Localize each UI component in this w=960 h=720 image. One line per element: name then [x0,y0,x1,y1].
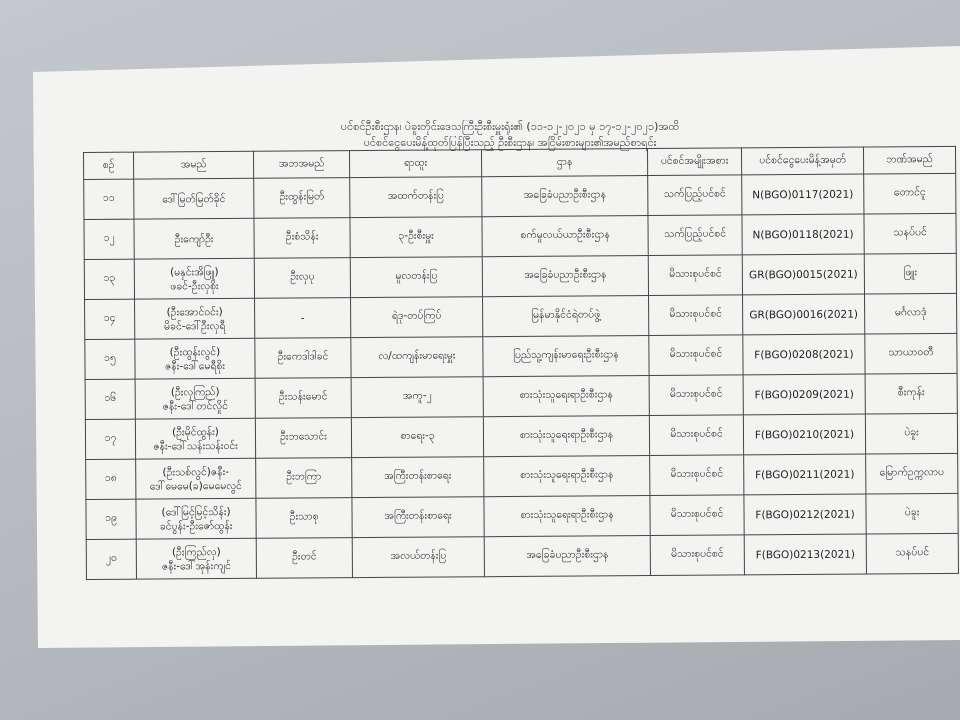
table-row [84,253,956,299]
cell-name-line: ဇနီး-ဒေါ်တင်လှိုင် [162,399,228,412]
cell-department: စားသုံးသူရေးရာဦးစီးဌာန [484,496,650,537]
header-pension-type: ပင်စင်အမျိုးအစား [647,148,741,176]
cell-father-name: ဦးတင် [256,538,352,579]
cell-name-line: (မနှင်းအိဖြူ) [170,265,219,278]
cell-serial: ၁၆ [85,379,135,419]
cell-rank: စာရေး-၃ [351,417,483,458]
cell-pension-type: မိသားစုပင်စင် [649,335,743,376]
table-row [85,413,957,459]
cell-department: အခြေခံပညာဦးစီးဌာန [482,256,648,297]
cell-serial: ၁၃ [84,259,134,299]
table-row [85,333,957,379]
cell-name-line: (ဦးကြည်လှ) [171,545,221,558]
cell-name-line: (ဦးမိုင်ထွန်း) [172,425,219,438]
cell-pension-order-number: N(BGO)0117(2021) [742,174,864,215]
cell-father-name: ဦးဘသောင်း [255,418,351,459]
cell-pension-order-number: GR(BGO)0016(2021) [743,294,865,335]
cell-bank-name: မြောက်ဥက္ကလာပ [866,453,958,494]
cell-name-line: ခင်ပွန်း-ဦးဇော်ထွန်း [159,519,233,532]
cell-father-name: ဦးလှပု [254,258,350,299]
cell-name [136,458,256,499]
cell-name-line: ဇနီး-ဒေါ်မေရီစိုး [164,359,226,372]
cell-pension-order-number: F(BGO)0208(2021) [743,334,865,375]
cell-name-line: (ဦးအောင်ဝင်း) [166,305,223,318]
cell-rank: အကူ-၂ [351,377,483,418]
cell-pension-order-number: F(BGO)0210(2021) [743,414,865,455]
cell-father-name: ဦးဘကြာ [256,458,352,499]
cell-pension-type: မိသားစုပင်စင် [649,375,743,416]
cell-name-line: ဖခင်-ဦးလှစိုး [170,279,219,292]
header-bank-name: ဘဏ်အမည် [863,146,955,174]
cell-pension-type: မိသားစုပင်စင် [650,455,744,496]
cell-pension-order-number: F(BGO)0209(2021) [743,374,865,415]
cell-department: စက်မှုလယ်ယာဦးစီးဌာန [482,216,648,257]
cell-department: ပြည်သူ့ကျန်းမာရေးဦးစီးဌာန [483,336,649,377]
cell-pension-order-number: F(BGO)0211(2021) [744,454,866,495]
header-department: ဌာန [481,149,647,177]
cell-rank: အထက်တန်းပြ [350,177,482,218]
cell-department: မြန်မာနိုင်ငံရဲတပ်ဖွဲ့ [483,296,649,337]
cell-name-line: (ဦးထွန်းလွင်) [169,345,221,358]
cell-pension-order-number: N(BGO)0118(2021) [742,214,864,255]
cell-pension-order-number: F(BGO)0212(2021) [744,494,866,535]
cell-bank-name: ဖြူး [864,253,956,294]
cell-serial: ၁၈ [86,459,136,499]
cell-pension-type: သက်ပြည့်ပင်စင် [648,175,742,216]
table-row [85,293,957,339]
cell-pension-order-number: F(BGO)0213(2021) [744,534,866,575]
cell-name-line: ဒေါ်မြတ်မြတ်ခိုင် [162,192,226,205]
cell-pension-type: မိသားစုပင်စင် [650,535,744,576]
cell-rank: မူလတန်းပြ [350,257,482,298]
cell-father-name: ဦးသန်းမောင် [255,378,351,419]
cell-serial: ၁၁ [84,179,134,219]
header-father-name: အဘအမည် [253,151,349,179]
cell-name-line: ဒေါ်မေမေ(ခ)မေမေလွင် [149,479,242,493]
cell-bank-name: မင်္ဂလာဒုံ [865,293,957,334]
cell-pension-type: မိသားစုပင်စင် [650,495,744,536]
cell-name [135,378,255,419]
cell-department: စားသုံးသူရေးရာဦးစီးဌာန [484,456,650,497]
cell-bank-name: ပဲခူး [866,493,958,534]
cell-rank: အကြီးတန်းစာရေး [352,497,484,538]
cell-bank-name: စီးကုန်း [865,373,957,414]
cell-bank-name: သနပ်ပင် [864,213,956,254]
cell-father-name: - [255,298,351,339]
cell-bank-name: ပဲခူး [865,413,957,454]
cell-serial: ၁၄ [85,299,135,339]
cell-father-name: ဦးစံသိန်း [254,218,350,259]
cell-name [134,218,254,259]
cell-name [136,498,256,539]
cell-department: စားသုံးသူရေးရာဦးစီးဌာန [483,376,649,417]
cell-name [134,178,254,219]
table-row [86,453,958,499]
cell-serial: ၁၉ [86,499,136,539]
document-title-line-1: ပင်စင်ဦးစီးဌာန၊ ပဲခူးတိုင်းဒေသကြီးဦးစီးမှူးရုံး၏ (၁၁-၁၂-၂၀၂၁ မှ ၁၇-၁၂-၂၀၂၁)အထိ [340,120,680,133]
cell-serial: ၂၀ [86,539,136,579]
cell-name-line: (ဒေါ်မြင့်မြင့်သိန်း) [161,505,231,518]
cell-pension-type: မိသားစုပင်စင် [649,415,743,456]
cell-serial: ၁၂ [84,219,134,259]
cell-name-line: မိခင်-ဒေါ်ဦးလှရီ [163,319,226,332]
cell-father-name: ဦးထွန်းမြတ် [254,178,350,219]
table-row [86,493,958,539]
cell-bank-name: သနပ်ပင် [866,533,958,574]
table-row [86,533,958,579]
cell-pension-type: မိသားစုပင်စင် [649,295,743,336]
cell-name-line: (ဦးသစ်လွင်)ဇနီး- [162,465,230,478]
cell-pension-type: မိသားစုပင်စင် [648,255,742,296]
cell-father-name: ဦးကေဒါဒါခင် [255,338,351,379]
cell-father-name: ဦးသာစု [256,498,352,539]
cell-department: အခြေခံပညာဦးစီးဌာန [484,536,650,577]
cell-bank-name: တောင်ငူ [864,173,956,214]
header-serial: စဉ် [84,152,134,179]
header-name: အမည် [134,151,254,179]
cell-department: စားသုံးသူရေးရာဦးစီးဌာန [483,416,649,457]
cell-rank: အလယ်တန်းပြ [352,537,484,578]
cell-name-line: (ဦးလှကြည်) [170,385,220,398]
header-rank: ရာထူး [349,150,481,178]
cell-serial: ၁၅ [85,339,135,379]
cell-name [136,538,256,579]
cell-rank: လ/ထကျန်းမာရေးမှူး [351,337,483,378]
cell-name-line: ဇနီး-ဒေါ်သန်းသန်းဝင်း [153,439,238,453]
cell-name [135,298,255,339]
cell-serial: ၁၇ [85,419,135,459]
cell-name [135,418,255,459]
cell-name-line: ဇနီး-ဒေါ်အုန်းကျင် [161,559,231,572]
pension-table [83,146,959,580]
cell-rank: ၃-ဦးစီးမှူး [350,217,482,258]
table-row [85,373,957,419]
cell-department: အခြေခံပညာဦးစီးဌာန [482,176,648,217]
cell-rank: ရဲဒု-တပ်ကြပ် [351,297,483,338]
cell-name [135,338,255,379]
cell-name [134,258,254,299]
pension-table-container [83,146,958,588]
cell-pension-order-number: GR(BGO)0015(2021) [742,254,864,295]
cell-bank-name: သာယာဝတီ [865,333,957,374]
table-row [84,173,956,219]
cell-pension-type: သက်ပြည့်ပင်စင် [648,215,742,256]
table-row [84,213,956,259]
document-title-line-2: ပင်စင်ငွေပေးမိန့်ထုတ်ပြန်ပြီးသည့် ဦးစီးဌာန၊ အငြိမ်းစားများ၏အမည်စာရင်း [363,136,657,149]
header-pension-order-number: ပင်စင်ငွေပေးမိန့်အမှတ် [741,147,863,175]
cell-name-line: ဦးကျော်ဦး [174,232,214,245]
cell-rank: အကြီးတန်းစာရေး [352,457,484,498]
